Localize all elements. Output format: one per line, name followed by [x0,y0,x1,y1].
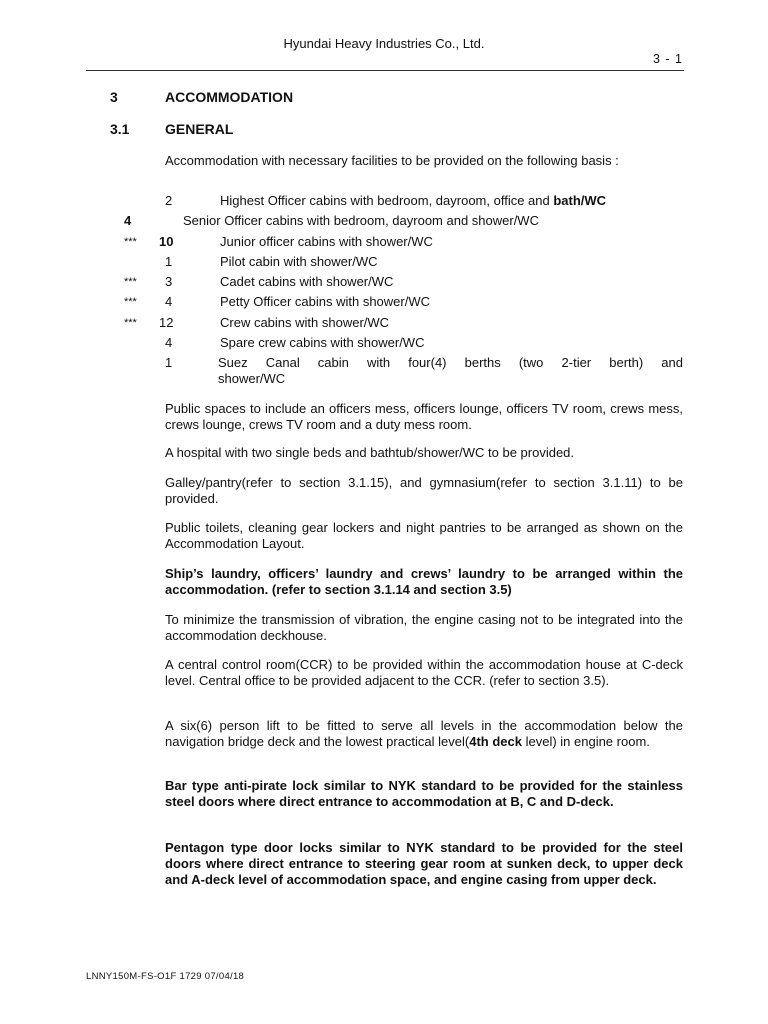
cabin-row [0,234,768,252]
subsection-number: 3.1 [110,121,130,137]
section-number: 3 [110,89,118,105]
cabin-desc-line1: Suez Canal cabin with four(4) berths (two 2-tier berth) and [218,355,683,370]
cabin-desc: Spare crew cabins with shower/WC [220,335,425,350]
revision-mark: *** [124,236,137,248]
laundry-paragraph: Ship’s laundry, officers’ laundry and crews’ laundry to be arranged within the accommodation. (refer to section 3.1.14 and section 3.5) [165,566,683,597]
cabin-count: 3 [165,274,173,289]
hospital-paragraph: A hospital with two single beds and bathtub/shower/WC to be provided. [165,445,575,460]
cabin-desc [220,193,606,209]
cabin-count: 1 [165,254,173,269]
pentagon-paragraph: Pentagon type door locks similar to NYK standard to be provided for the steel doors where direct entrance to steering gear room at sunken deck, to upper deck and A-deck level of accommodation space, and engine casing from upper deck. [165,840,683,887]
header-page-number: 3 - 1 [652,52,683,66]
cabin-row [0,294,768,312]
header-divider [86,70,684,71]
lift-text-post: level) in engine room. [521,734,650,749]
cabin-count: 12 [159,315,174,330]
cabin-row [0,335,768,353]
cabin-row [0,315,768,333]
vibration-paragraph: To minimize the transmission of vibration, the engine casing not to be integrated into the accommodation deckhouse. [165,612,683,643]
toilets-paragraph: Public toilets, cleaning gear lockers and night pantries to be arranged as shown on the Accommodation Layout. [165,520,683,551]
ccr-paragraph: A central control room(CCR) to be provided within the accommodation house at C-deck level. Central office to be provided adjacent to the CCR. (refer to section 3.5). [165,657,683,688]
cabin-desc: Cadet cabins with shower/WC [220,274,394,289]
cabin-row [0,213,768,231]
antipirate-paragraph: Bar type anti-pirate lock similar to NYK standard to be provided for the stainless steel doors where direct entrance to accommodation at B, C and D-deck. [165,778,683,809]
lift-text-bold: 4th deck [469,734,522,749]
revision-mark: *** [124,317,137,329]
section-title: ACCOMMODATION [165,89,294,105]
cabin-row [0,355,768,389]
cabin-desc-text: Highest Officer cabins with bedroom, dayroom, office and [220,193,554,208]
lift-text-pre: A six(6) person lift to be fitted to serve all levels in the accommodation below the navigation bridge deck and the lowest practical level( [165,718,683,749]
cabin-count: 2 [165,193,173,208]
cabin-count: 4 [165,294,173,309]
lift-paragraph [165,718,683,750]
cabin-row [0,193,768,211]
cabin-desc-line2: shower/WC [218,371,286,386]
subsection-title: GENERAL [165,121,234,137]
cabin-count: 4 [124,213,132,228]
footer-doc-code: LNNY150M-FS-O1F 1729 07/04/18 [86,971,245,982]
cabin-desc-bold: bath/WC [553,193,607,208]
galley-paragraph: Galley/pantry(refer to section 3.1.15), and gymnasium(refer to section 3.1.11) to be provided. [165,475,683,506]
cabin-desc: Petty Officer cabins with shower/WC [220,294,430,309]
intro-paragraph: Accommodation with necessary facilities to be provided on the following basis : [165,153,619,168]
cabin-count: 4 [165,335,173,350]
cabin-count: 10 [159,234,174,249]
header-company: Hyundai Heavy Industries Co., Ltd. [283,36,485,51]
revision-mark: *** [124,296,137,308]
cabin-row [0,254,768,272]
public-spaces-paragraph: Public spaces to include an officers mess, officers lounge, officers TV room, crews mess, crews lounge, crews TV room and a duty mess room. [165,401,683,432]
cabin-desc: Crew cabins with shower/WC [220,315,390,330]
cabin-row [0,274,768,292]
cabin-desc: Senior Officer cabins with bedroom, dayroom and shower/WC [183,213,539,228]
cabin-desc: Pilot cabin with shower/WC [220,254,378,269]
cabin-count: 1 [165,355,173,370]
revision-mark: *** [124,276,137,288]
cabin-desc: Junior officer cabins with shower/WC [220,234,433,249]
